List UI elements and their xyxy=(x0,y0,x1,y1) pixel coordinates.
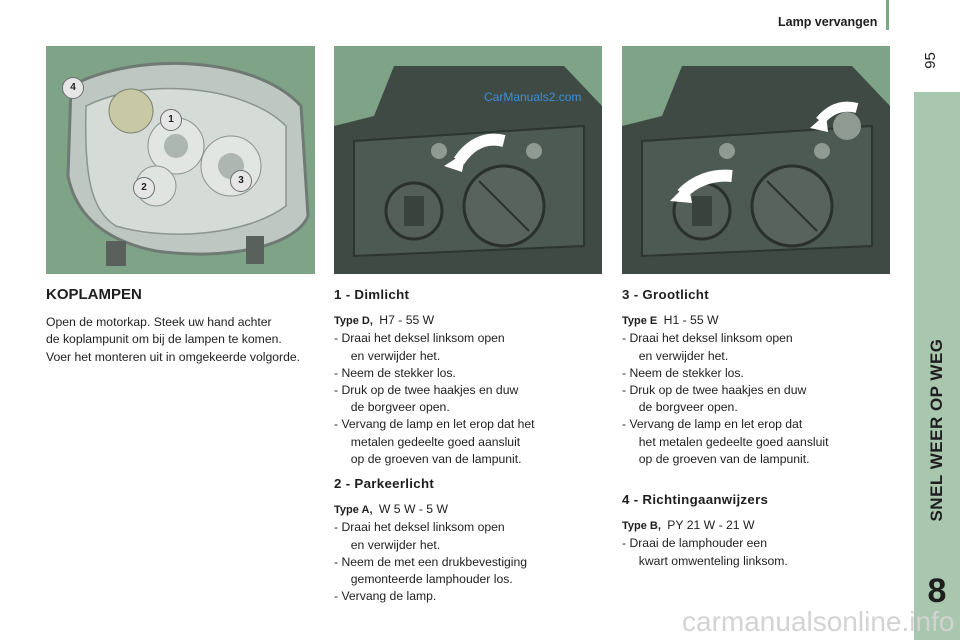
section-heading: 2 - Parkeerlicht xyxy=(334,476,435,491)
intro-column xyxy=(46,286,321,366)
section-main-beam xyxy=(622,286,897,468)
lamp-type xyxy=(622,517,897,535)
step: - Neem de met een drukbevestiging gemonteerde lamphouder los. xyxy=(334,554,528,587)
callout-1: 1 xyxy=(160,109,182,131)
section-heading: 4 - Richtingaanwijzers xyxy=(622,492,769,507)
step: - Neem de stekker los. xyxy=(622,365,744,380)
chapter-number: 8 xyxy=(927,572,947,610)
step: - Draai het deksel linksom open en verwijder het. xyxy=(334,331,505,363)
headlamp-rear-illustration xyxy=(622,46,890,274)
section-dipped-beam xyxy=(334,286,604,468)
watermark-bottom: carmanualsonline.info xyxy=(682,606,955,637)
step: - Druk op de twee haakjes en duw de borgveer open. xyxy=(334,383,519,415)
chapter-tab-label: SNEL WEER OP WEG xyxy=(927,338,946,522)
lamp-type-label: Type E xyxy=(622,315,658,328)
intro-heading: KOPLAMPEN xyxy=(46,286,142,303)
section-heading: 1 - Dimlicht xyxy=(334,287,410,302)
step: - Draai het deksel linksom open en verwijder het. xyxy=(622,331,793,363)
intro-line: Voer het monteren uit in omgekeerde volgorde. xyxy=(46,349,301,364)
header-rule xyxy=(886,0,889,30)
step: - Druk op de twee haakjes en duw de borgveer open. xyxy=(622,383,807,415)
step: - Neem de stekker los. xyxy=(334,365,456,380)
lamp-type-label: Type A, xyxy=(334,504,373,517)
section-heading: 3 - Grootlicht xyxy=(622,287,709,302)
intro-line: Open de motorkap. Steek uw hand achter xyxy=(46,315,272,330)
section-indicators xyxy=(622,491,897,570)
step: - Vervang de lamp. xyxy=(334,589,437,604)
callout-2: 2 xyxy=(133,177,155,199)
step: - Vervang de lamp en let erop dat het metalen gedeelte goed aansluit op de groeven van de lampunit. xyxy=(622,417,829,466)
lamp-type xyxy=(334,312,604,330)
lamp-type-value: W 5 W - 5 W xyxy=(375,502,448,517)
section-title: Lamp vervangen xyxy=(778,15,878,29)
section-parking-light xyxy=(334,475,604,605)
step: - Draai de lamphouder een kwart omwenteling linksom. xyxy=(622,536,788,568)
lamp-type-value: H7 - 55 W xyxy=(375,313,435,328)
callout-3: 3 xyxy=(230,170,252,192)
dipped-beam-photo xyxy=(334,46,602,274)
watermark-top: CarManuals2.com xyxy=(484,90,582,104)
step: - Vervang de lamp en let erop dat het metalen gedeelte goed aansluit op de groeven van de lampunit. xyxy=(334,417,535,466)
main-beam-photo xyxy=(622,46,890,274)
lamp-type-label: Type B, xyxy=(622,520,661,533)
lamp-type-value: PY 21 W - 21 W xyxy=(663,518,755,533)
headlamp-rear-illustration xyxy=(334,46,602,274)
intro-line: de koplampunit om bij de lampen te komen. xyxy=(46,332,282,347)
lamp-type xyxy=(622,312,897,330)
callout-4: 4 xyxy=(62,77,84,99)
lamp-type xyxy=(334,501,604,519)
headlamp-illustration xyxy=(46,46,315,274)
headlamp-photo xyxy=(46,46,315,274)
lamp-type-value: H1 - 55 W xyxy=(660,313,719,328)
page-number: 95 xyxy=(921,52,939,69)
lamp-type-label: Type D, xyxy=(334,315,373,328)
step: - Draai het deksel linksom open en verwijder het. xyxy=(334,520,505,552)
